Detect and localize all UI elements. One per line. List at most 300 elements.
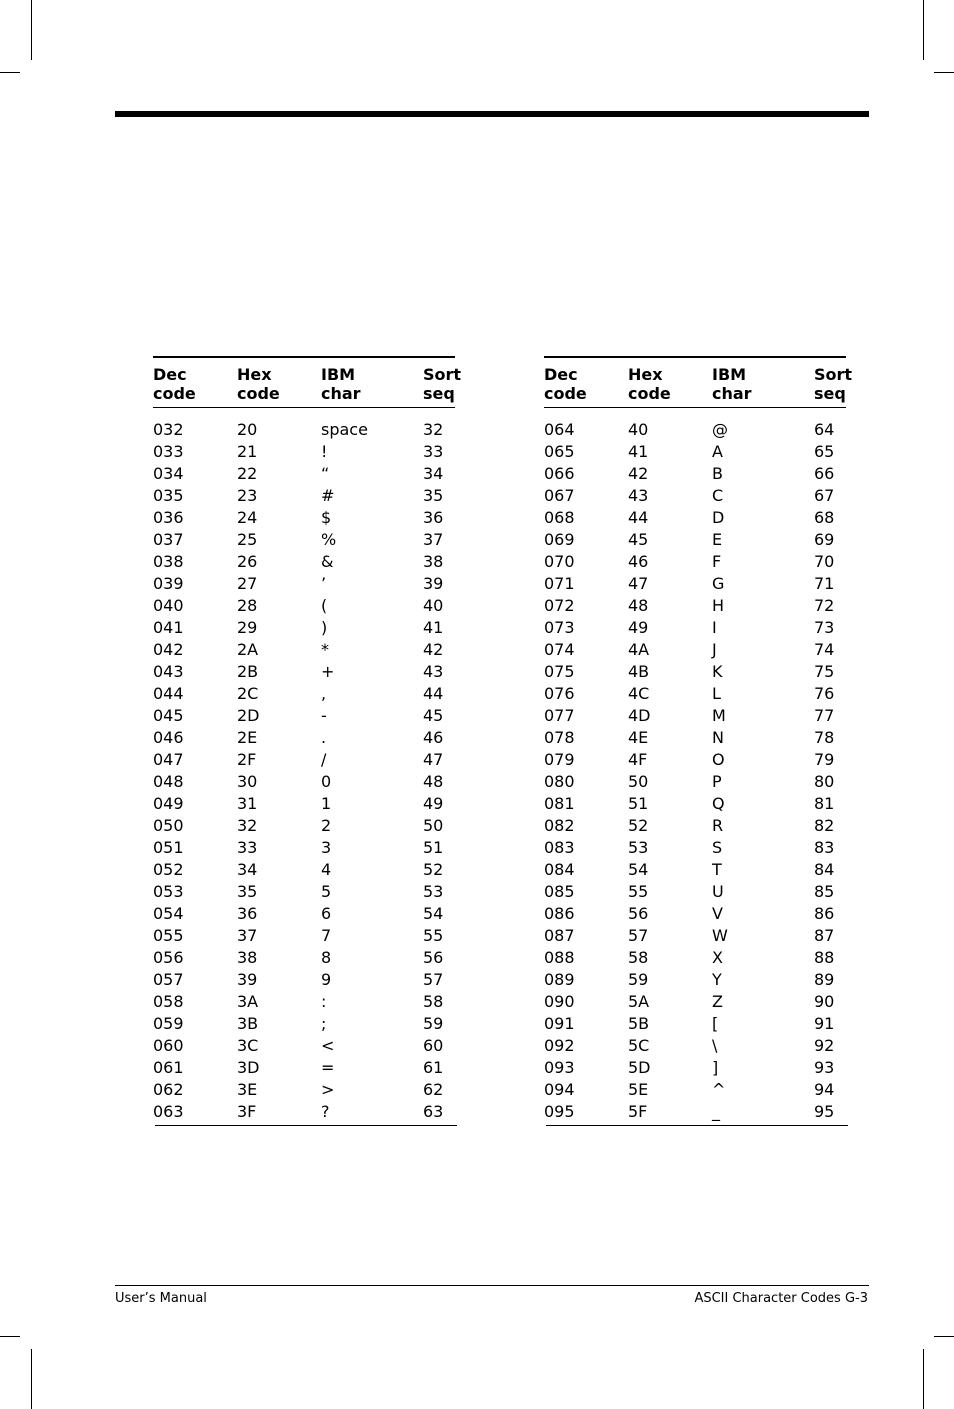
sort-seq-cell: 73 <box>814 618 835 637</box>
footer-page-label: ASCII Character Codes G-3 <box>694 1291 868 1306</box>
dec-code-cell: 091 <box>544 1014 575 1033</box>
hex-code-cell: 4F <box>628 750 648 769</box>
dec-code-cell: 056 <box>153 948 184 967</box>
table-row <box>153 727 455 749</box>
sort-seq-cell: 66 <box>814 464 835 483</box>
sort-seq-cell: 78 <box>814 728 835 747</box>
sort-seq-cell: 70 <box>814 552 835 571</box>
sort-seq-cell: 43 <box>423 662 444 681</box>
table-row <box>544 749 846 771</box>
sort-seq-cell: 67 <box>814 486 835 505</box>
table-row <box>153 881 455 903</box>
table-row <box>544 881 846 903</box>
sort-seq-cell: 41 <box>423 618 444 637</box>
ibm-char-cell: K <box>712 662 723 681</box>
table-row <box>153 419 455 441</box>
dec-code-cell: 083 <box>544 838 575 857</box>
dec-code-cell: 080 <box>544 772 575 791</box>
ibm-char-cell: ( <box>321 596 328 615</box>
hex-code-cell: 2A <box>237 640 259 659</box>
crop-mark <box>31 1349 32 1409</box>
dec-code-cell: 088 <box>544 948 575 967</box>
ibm-char-cell: * <box>321 640 329 659</box>
ibm-char-cell: space <box>321 420 368 439</box>
dec-code-cell: 050 <box>153 816 184 835</box>
hex-code-cell: 25 <box>237 530 258 549</box>
hex-code-cell: 52 <box>628 816 649 835</box>
dec-code-cell: 082 <box>544 816 575 835</box>
dec-code-cell: 054 <box>153 904 184 923</box>
hex-code-cell: 38 <box>237 948 258 967</box>
table-row <box>153 815 455 837</box>
dec-code-cell: 046 <box>153 728 184 747</box>
dec-code-cell: 067 <box>544 486 575 505</box>
column-header-sort-seq: Sort seq <box>814 365 853 403</box>
hex-code-cell: 34 <box>237 860 258 879</box>
sort-seq-cell: 69 <box>814 530 835 549</box>
ibm-char-cell: R <box>712 816 724 835</box>
ibm-char-cell: - <box>321 706 327 725</box>
footer-manual-title: User’s Manual <box>115 1291 207 1306</box>
dec-code-cell: 074 <box>544 640 575 659</box>
ibm-char-cell: # <box>321 486 335 505</box>
dec-code-cell: 060 <box>153 1036 184 1055</box>
table-row <box>153 771 455 793</box>
table-top-rule <box>544 356 846 358</box>
ibm-char-cell: F <box>712 552 722 571</box>
ibm-char-cell: Z <box>712 992 723 1011</box>
column-header-dec: Dec code <box>153 365 196 403</box>
hex-code-cell: 4A <box>628 640 650 659</box>
sort-seq-cell: 84 <box>814 860 835 879</box>
dec-code-cell: 034 <box>153 464 184 483</box>
sort-seq-cell: 45 <box>423 706 444 725</box>
hex-code-cell: 40 <box>628 420 649 439</box>
ibm-char-cell: E <box>712 530 723 549</box>
sort-seq-cell: 48 <box>423 772 444 791</box>
sort-seq-cell: 75 <box>814 662 835 681</box>
dec-code-cell: 045 <box>153 706 184 725</box>
column-header-hex: Hex code <box>628 365 671 403</box>
header-rule <box>115 111 869 117</box>
dec-code-cell: 090 <box>544 992 575 1011</box>
hex-code-cell: 5B <box>628 1014 650 1033</box>
ibm-char-cell: . <box>321 728 327 747</box>
sort-seq-cell: 63 <box>423 1102 444 1121</box>
sort-seq-cell: 64 <box>814 420 835 439</box>
dec-code-cell: 081 <box>544 794 575 813</box>
hex-code-cell: 41 <box>628 442 649 461</box>
table-row <box>153 595 455 617</box>
hex-code-cell: 5E <box>628 1080 649 1099</box>
table-row <box>153 617 455 639</box>
hex-code-cell: 31 <box>237 794 258 813</box>
hex-code-cell: 44 <box>628 508 649 527</box>
table-row <box>544 859 846 881</box>
hex-code-cell: 49 <box>628 618 649 637</box>
table-row <box>153 947 455 969</box>
sort-seq-cell: 72 <box>814 596 835 615</box>
table-body <box>153 419 455 1123</box>
hex-code-cell: 5D <box>628 1058 651 1077</box>
table-row <box>544 617 846 639</box>
hex-code-cell: 58 <box>628 948 649 967</box>
crop-mark <box>923 0 924 60</box>
dec-code-cell: 035 <box>153 486 184 505</box>
ibm-char-cell: C <box>712 486 724 505</box>
sort-seq-cell: 57 <box>423 970 444 989</box>
hex-code-cell: 26 <box>237 552 258 571</box>
ibm-char-cell: 4 <box>321 860 332 879</box>
dec-code-cell: 037 <box>153 530 184 549</box>
sort-seq-cell: 80 <box>814 772 835 791</box>
hex-code-cell: 32 <box>237 816 258 835</box>
hex-code-cell: 4C <box>628 684 650 703</box>
sort-seq-cell: 77 <box>814 706 835 725</box>
ibm-char-cell: W <box>712 926 728 945</box>
hex-code-cell: 2E <box>237 728 258 747</box>
crop-mark <box>0 72 20 73</box>
table-row <box>153 573 455 595</box>
sort-seq-cell: 89 <box>814 970 835 989</box>
hex-code-cell: 59 <box>628 970 649 989</box>
table-row <box>544 1057 846 1079</box>
hex-code-cell: 22 <box>237 464 258 483</box>
ibm-char-cell: % <box>321 530 337 549</box>
table-row <box>153 529 455 551</box>
dec-code-cell: 033 <box>153 442 184 461</box>
table-row <box>544 573 846 595</box>
sort-seq-cell: 82 <box>814 816 835 835</box>
sort-seq-cell: 81 <box>814 794 835 813</box>
dec-code-cell: 078 <box>544 728 575 747</box>
ibm-char-cell: 3 <box>321 838 332 857</box>
hex-code-cell: 5C <box>628 1036 650 1055</box>
hex-code-cell: 48 <box>628 596 649 615</box>
sort-seq-cell: 47 <box>423 750 444 769</box>
dec-code-cell: 062 <box>153 1080 184 1099</box>
hex-code-cell: 20 <box>237 420 258 439</box>
table-row <box>153 749 455 771</box>
dec-code-cell: 093 <box>544 1058 575 1077</box>
column-header-sort-seq: Sort seq <box>423 365 462 403</box>
crop-mark <box>934 72 954 73</box>
sort-seq-cell: 90 <box>814 992 835 1011</box>
hex-code-cell: 4B <box>628 662 650 681</box>
hex-code-cell: 2D <box>237 706 260 725</box>
table-row <box>544 595 846 617</box>
table-top-rule <box>153 356 455 358</box>
table-row <box>153 925 455 947</box>
hex-code-cell: 57 <box>628 926 649 945</box>
table-row <box>544 947 846 969</box>
hex-code-cell: 28 <box>237 596 258 615</box>
sort-seq-cell: 46 <box>423 728 444 747</box>
column-header-hex: Hex code <box>237 365 280 403</box>
sort-seq-cell: 61 <box>423 1058 444 1077</box>
table-bottom-rule <box>546 1125 848 1126</box>
ibm-char-cell: & <box>321 552 334 571</box>
ibm-char-cell: , <box>321 684 327 703</box>
ibm-char-cell: : <box>321 992 327 1011</box>
table-row <box>153 683 455 705</box>
sort-seq-cell: 35 <box>423 486 444 505</box>
table-row <box>544 1035 846 1057</box>
ibm-char-cell: “ <box>321 464 330 483</box>
hex-code-cell: 4D <box>628 706 651 725</box>
ibm-char-cell: 8 <box>321 948 332 967</box>
ibm-char-cell: @ <box>712 420 728 439</box>
ibm-char-cell: + <box>321 662 335 681</box>
ibm-char-cell: / <box>321 750 327 769</box>
dec-code-cell: 044 <box>153 684 184 703</box>
ibm-char-cell: S <box>712 838 723 857</box>
dec-code-cell: 071 <box>544 574 575 593</box>
dec-code-cell: 053 <box>153 882 184 901</box>
crop-mark <box>923 1349 924 1409</box>
hex-code-cell: 33 <box>237 838 258 857</box>
ibm-char-cell: X <box>712 948 723 967</box>
table-row <box>544 705 846 727</box>
table-row <box>544 683 846 705</box>
ibm-char-cell: D <box>712 508 725 527</box>
table-row <box>544 419 846 441</box>
hex-code-cell: 2B <box>237 662 259 681</box>
dec-code-cell: 086 <box>544 904 575 923</box>
hex-code-cell: 43 <box>628 486 649 505</box>
sort-seq-cell: 37 <box>423 530 444 549</box>
dec-code-cell: 065 <box>544 442 575 461</box>
hex-code-cell: 23 <box>237 486 258 505</box>
table-body <box>544 419 846 1123</box>
sort-seq-cell: 76 <box>814 684 835 703</box>
hex-code-cell: 53 <box>628 838 649 857</box>
table-row <box>544 903 846 925</box>
ibm-char-cell: ! <box>321 442 328 461</box>
dec-code-cell: 072 <box>544 596 575 615</box>
table-row <box>544 463 846 485</box>
dec-code-cell: 055 <box>153 926 184 945</box>
dec-code-cell: 089 <box>544 970 575 989</box>
sort-seq-cell: 53 <box>423 882 444 901</box>
ibm-char-cell: 0 <box>321 772 332 791</box>
table-row <box>544 441 846 463</box>
table-header-rule <box>153 407 455 408</box>
dec-code-cell: 059 <box>153 1014 184 1033</box>
crop-mark <box>0 1336 20 1337</box>
dec-code-cell: 051 <box>153 838 184 857</box>
table-row <box>544 793 846 815</box>
dec-code-cell: 043 <box>153 662 184 681</box>
dec-code-cell: 092 <box>544 1036 575 1055</box>
hex-code-cell: 29 <box>237 618 258 637</box>
hex-code-cell: 3C <box>237 1036 259 1055</box>
crop-mark <box>934 1336 954 1337</box>
table-row <box>544 771 846 793</box>
hex-code-cell: 2F <box>237 750 257 769</box>
sort-seq-cell: 42 <box>423 640 444 659</box>
table-row <box>153 1057 455 1079</box>
dec-code-cell: 057 <box>153 970 184 989</box>
ibm-char-cell: H <box>712 596 725 615</box>
column-header-ibm-char: IBM char <box>321 365 361 403</box>
sort-seq-cell: 49 <box>423 794 444 813</box>
dec-code-cell: 049 <box>153 794 184 813</box>
sort-seq-cell: 36 <box>423 508 444 527</box>
column-header-dec: Dec code <box>544 365 587 403</box>
ibm-char-cell: J <box>712 640 717 659</box>
hex-code-cell: 42 <box>628 464 649 483</box>
dec-code-cell: 073 <box>544 618 575 637</box>
ibm-char-cell: U <box>712 882 724 901</box>
dec-code-cell: 061 <box>153 1058 184 1077</box>
table-row <box>544 661 846 683</box>
hex-code-cell: 3A <box>237 992 259 1011</box>
ibm-char-cell: [ <box>712 1014 719 1033</box>
dec-code-cell: 076 <box>544 684 575 703</box>
ibm-char-cell: M <box>712 706 726 725</box>
ibm-char-cell: O <box>712 750 725 769</box>
ibm-char-cell: ] <box>712 1058 719 1077</box>
ibm-char-cell: ? <box>321 1102 330 1121</box>
dec-code-cell: 070 <box>544 552 575 571</box>
dec-code-cell: 063 <box>153 1102 184 1121</box>
footer-rule <box>115 1285 869 1286</box>
hex-code-cell: 50 <box>628 772 649 791</box>
table-row <box>544 639 846 661</box>
ibm-char-cell: 7 <box>321 926 332 945</box>
hex-code-cell: 37 <box>237 926 258 945</box>
table-row <box>153 463 455 485</box>
table-header-rule <box>544 407 846 408</box>
hex-code-cell: 55 <box>628 882 649 901</box>
sort-seq-cell: 39 <box>423 574 444 593</box>
dec-code-cell: 039 <box>153 574 184 593</box>
sort-seq-cell: 32 <box>423 420 444 439</box>
ibm-char-cell: 6 <box>321 904 332 923</box>
sort-seq-cell: 87 <box>814 926 835 945</box>
ibm-char-cell: T <box>712 860 722 879</box>
hex-code-cell: 3D <box>237 1058 260 1077</box>
sort-seq-cell: 34 <box>423 464 444 483</box>
hex-code-cell: 5F <box>628 1102 648 1121</box>
dec-code-cell: 038 <box>153 552 184 571</box>
ibm-char-cell: 9 <box>321 970 332 989</box>
dec-code-cell: 040 <box>153 596 184 615</box>
sort-seq-cell: 44 <box>423 684 444 703</box>
hex-code-cell: 3B <box>237 1014 259 1033</box>
table-row <box>544 837 846 859</box>
table-row <box>153 441 455 463</box>
hex-code-cell: 24 <box>237 508 258 527</box>
dec-code-cell: 041 <box>153 618 184 637</box>
ibm-char-cell: G <box>712 574 725 593</box>
dec-code-cell: 064 <box>544 420 575 439</box>
crop-mark <box>31 0 32 60</box>
sort-seq-cell: 79 <box>814 750 835 769</box>
sort-seq-cell: 86 <box>814 904 835 923</box>
sort-seq-cell: 33 <box>423 442 444 461</box>
sort-seq-cell: 56 <box>423 948 444 967</box>
ibm-char-cell: > <box>321 1080 335 1099</box>
sort-seq-cell: 74 <box>814 640 835 659</box>
dec-code-cell: 077 <box>544 706 575 725</box>
hex-code-cell: 5A <box>628 992 650 1011</box>
dec-code-cell: 079 <box>544 750 575 769</box>
ibm-char-cell: V <box>712 904 723 923</box>
hex-code-cell: 47 <box>628 574 649 593</box>
table-row <box>544 969 846 991</box>
hex-code-cell: 39 <box>237 970 258 989</box>
hex-code-cell: 21 <box>237 442 258 461</box>
ibm-char-cell: _ <box>712 1102 720 1121</box>
hex-code-cell: 35 <box>237 882 258 901</box>
table-row <box>153 793 455 815</box>
table-row <box>153 1101 455 1123</box>
sort-seq-cell: 94 <box>814 1080 835 1099</box>
hex-code-cell: 3E <box>237 1080 258 1099</box>
table-row <box>153 837 455 859</box>
hex-code-cell: 30 <box>237 772 258 791</box>
table-bottom-rule <box>155 1125 457 1126</box>
sort-seq-cell: 93 <box>814 1058 835 1077</box>
ibm-char-cell: ’ <box>321 574 327 593</box>
table-row <box>153 639 455 661</box>
ibm-char-cell: N <box>712 728 724 747</box>
table-row <box>153 1013 455 1035</box>
dec-code-cell: 095 <box>544 1102 575 1121</box>
ibm-char-cell: L <box>712 684 721 703</box>
sort-seq-cell: 60 <box>423 1036 444 1055</box>
table-row <box>153 551 455 573</box>
sort-seq-cell: 59 <box>423 1014 444 1033</box>
ibm-char-cell: $ <box>321 508 332 527</box>
sort-seq-cell: 51 <box>423 838 444 857</box>
dec-code-cell: 052 <box>153 860 184 879</box>
table-row <box>544 1013 846 1035</box>
sort-seq-cell: 83 <box>814 838 835 857</box>
hex-code-cell: 4E <box>628 728 649 747</box>
hex-code-cell: 2C <box>237 684 259 703</box>
table-row <box>544 551 846 573</box>
dec-code-cell: 048 <box>153 772 184 791</box>
table-row <box>544 1101 846 1123</box>
sort-seq-cell: 95 <box>814 1102 835 1121</box>
sort-seq-cell: 40 <box>423 596 444 615</box>
table-row <box>544 727 846 749</box>
table-row <box>153 969 455 991</box>
table-row <box>544 815 846 837</box>
table-row <box>544 485 846 507</box>
dec-code-cell: 084 <box>544 860 575 879</box>
ibm-char-cell: 1 <box>321 794 332 813</box>
hex-code-cell: 45 <box>628 530 649 549</box>
ibm-char-cell: I <box>712 618 717 637</box>
table-row <box>153 991 455 1013</box>
dec-code-cell: 094 <box>544 1080 575 1099</box>
sort-seq-cell: 52 <box>423 860 444 879</box>
dec-code-cell: 036 <box>153 508 184 527</box>
table-row <box>153 485 455 507</box>
table-row <box>544 991 846 1013</box>
sort-seq-cell: 85 <box>814 882 835 901</box>
sort-seq-cell: 62 <box>423 1080 444 1099</box>
table-row <box>153 859 455 881</box>
sort-seq-cell: 38 <box>423 552 444 571</box>
table-row <box>544 507 846 529</box>
table-row <box>544 925 846 947</box>
hex-code-cell: 27 <box>237 574 258 593</box>
